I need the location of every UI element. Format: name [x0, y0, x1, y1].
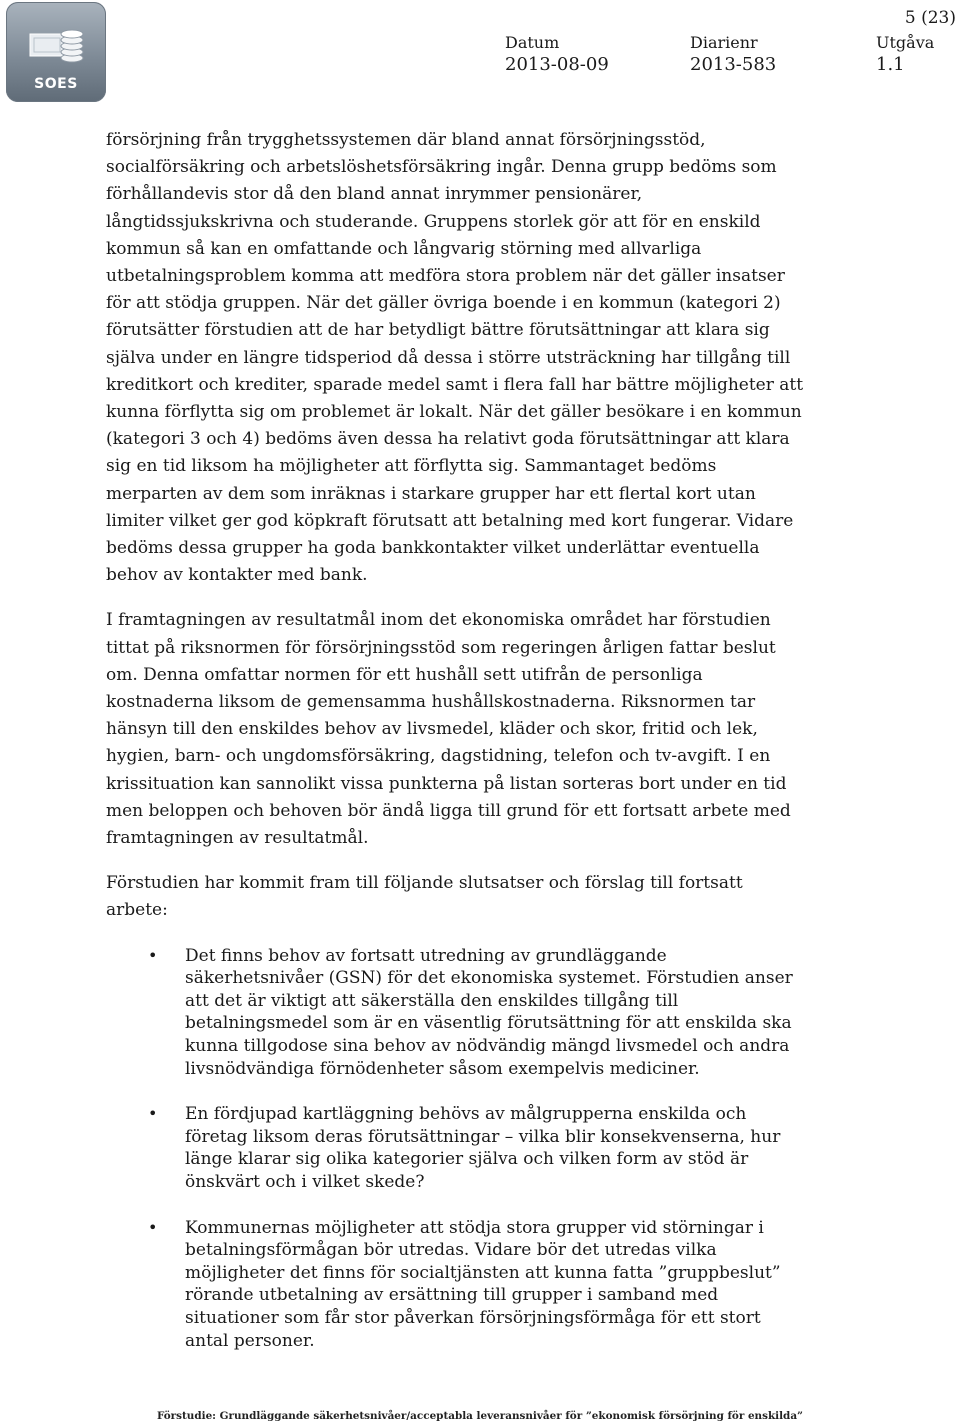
list-item-text: En fördjupad kartläggning behövs av målgrupperna enskilda och företag liksom deras förutsättningar – vilka blir konsekvenserna, hur länge klarar sig olika kategorier själva och vilken form av stöd är önskvärt och i vilket skede? [185, 1104, 781, 1193]
logo-text: SOES [34, 76, 78, 92]
bullet-icon: • [148, 1104, 158, 1124]
list-item [0, 945, 806, 1081]
diarienr-value: 2013-583 [690, 54, 777, 75]
utgava-label: Utgåva [876, 33, 935, 52]
coins-icon [28, 20, 86, 72]
list-item-text: Kommunernas möjligheter att stödja stora grupper vid störningar i betalningsförmågan bör utredas. Vidare bör det utredas vilka möjligheter det finns för socialtjänsten att kunna fatta ”gruppbeslut” rörande utbetalning av ersättning till grupper i samband med situationer som får stor påverkan försörjningsförmåga för ett stort antal personer. [185, 1217, 781, 1351]
utgava-value: 1.1 [876, 54, 905, 75]
list-item [0, 1103, 806, 1193]
bullet-icon: • [148, 945, 158, 965]
document-body [106, 127, 806, 1375]
diarienr-label: Diarienr [690, 33, 758, 52]
paragraph: Förstudien har kommit fram till följande slutsatser och förslag till fortsatt arbete: [106, 873, 743, 921]
conclusions-list [0, 945, 806, 1353]
date-label: Datum [505, 33, 560, 52]
list-item [0, 1217, 806, 1353]
paragraph: försörjning från trygghetssystemen där bland annat försörjningsstöd, socialförsäkring och arbetslöshetsförsäkring ingår. Denna grupp bedöms som förhållandevis stor då den bland annat inrymmer pensionärer, långtidssjukskrivna och studerande. Gruppens storlek gör att för en enskild kommun så kan en omfattande och långvarig störning med allvarliga utbetalningsproblem komma att medföra stora problem när det gäller insatser för att stödja gruppen. När det gäller övriga boende i en kommun (kategori 2) förutsätter förstudien att de har betydligt bättre förutsättningar att klara sig själva under en längre tidsperiod då dessa i större utsträckning har tillgång till kreditkort och krediter, sparade medel samt i flera fall har bättre möjligheter att kunna förflytta sig om problemet är lokalt. När det gäller besökare i en kommun (kategori 3 och 4) bedöms även dessa ha relativt goda förutsättningar att klara sig en tid liksom ha möjligheter att förflytta sig. Sammantaget bedöms merparten av dem som inräknas i starkare grupper har ett flertal kort utan limiter vilket ger god köpkraft förutsatt att betalning med kort fungerar. Vidare bedöms dessa grupper ha goda bankkontakter vilket underlättar eventuella behov av kontakter med bank. [106, 130, 804, 586]
footer-text: Förstudie: Grundläggande säkerhetsnivåer/acceptabla leveransnivåer för ”ekonomisk försörjning för enskilda” [156, 1410, 804, 1422]
bullet-icon: • [148, 1217, 158, 1237]
list-item-text: Det finns behov av fortsatt utredning av grundläggande säkerhetsnivåer (GSN) för det ekonomiska systemet. Förstudien anser att det är viktigt att säkerställa den enskildes tillgång till betalningsmedel som är en väsentlig förutsättning för att enskilda ska kunna tillgodose sina behov av nödvändig mängd livsmedel och andra livsnödvändiga förnödenheter såsom exempelvis mediciner. [185, 945, 793, 1079]
page-number: 5 (23) [904, 8, 956, 28]
date-value: 2013-08-09 [505, 54, 609, 75]
soes-logo [6, 2, 106, 102]
paragraph: I framtagningen av resultatmål inom det ekonomiska området har förstudien tittat på riksnormen för försörjningsstöd som regeringen årligen fattar beslut om. Denna omfattar normen för ett hushåll sett utifrån de personliga kostnaderna liksom de gemensamma hushållskostnaderna. Riksnormen tar hänsyn till den enskildes behov av livsmedel, kläder och skor, fritid och lek, hygien, barn- och ungdomsförsäkring, dagstidning, telefon och tv-avgift. I en krissituation kan sannolikt vissa punkterna på listan sorteras bort under en tid men beloppen och behoven bör ändå ligga till grund för ett fortsatt arbete med framtagningen av resultatmål. [106, 610, 791, 849]
